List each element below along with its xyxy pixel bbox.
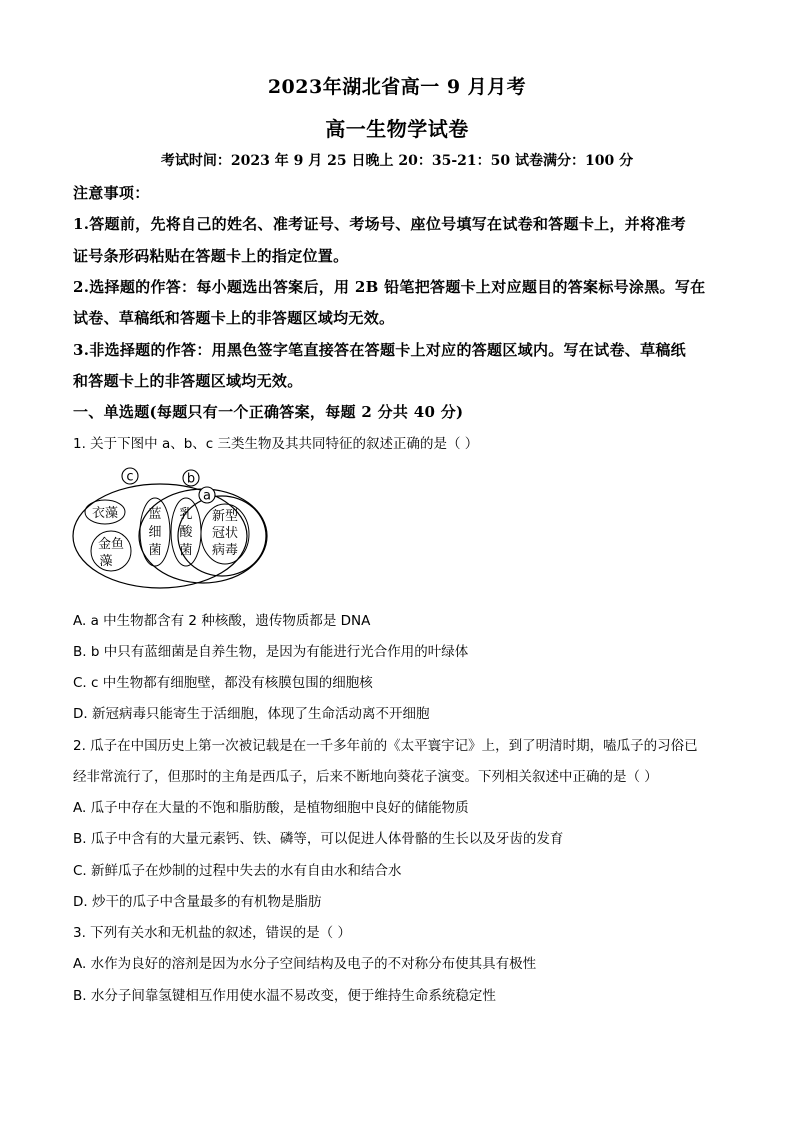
lanxi-label: 细 <box>148 525 162 540</box>
label-b: b <box>186 471 196 487</box>
notice-line: 和答题卡上的非答题区域均无效。 <box>73 372 303 390</box>
rusuan-label: 菌 <box>179 543 193 558</box>
question-2-stem: 2. 瓜子在中国历史上第一次被记载是在一千多年前的《太平寰宇记》上，到了明清时期，嗑瓜子的习俗已 <box>73 738 698 754</box>
question-1-option: D. 新冠病毒只能寄生于活细胞，体现了生命活动离不开细胞 <box>73 706 430 722</box>
notice-heading: 注意事项： <box>73 184 150 202</box>
guanzhuang-label: 冠状 <box>211 526 239 541</box>
label-a: a <box>203 488 211 504</box>
question-3-stem: 3. 下列有关水和无机盐的叙述，错误的是（ ） <box>73 925 351 941</box>
jinyu-label: 金鱼 <box>97 537 125 552</box>
notice-line: 3.非选择题的作答：用黑色签字笔直接答在答题卡上对应的答题区域内。写在试卷、草稿纸 <box>73 341 686 359</box>
question-2-stem: 经非常流行了，但那时的主角是西瓜子，后来不断地向葵花子演变。下列相关叙述中正确的是（ ） <box>73 769 658 785</box>
exam-info: 考试时间：2023 年 9 月 25 日晚上 20：35-21：50 试卷满分：100 分 <box>160 153 634 169</box>
rusuan-label: 酸 <box>179 525 193 540</box>
guanzhuang-label: 新型 <box>211 509 239 524</box>
notice-line: 试卷、草稿纸和答题卡上的非答题区域均无效。 <box>73 309 395 327</box>
exam-subtitle: 高一生物学试卷 <box>325 117 469 141</box>
question-2-option: D. 炒干的瓜子中含量最多的有机物是脂肪 <box>73 894 322 910</box>
exam-title: 2023年湖北省高一 9 月月考 <box>267 76 527 98</box>
lanxi-label: 蓝 <box>148 507 162 522</box>
question-2-option: C. 新鲜瓜子在炒制的过程中失去的水有自由水和结合水 <box>73 863 402 879</box>
jinyu-label: 藻 <box>99 554 113 569</box>
question-1-stem: 1. 关于下图中 a、b、c 三类生物及其共同特征的叙述正确的是（ ） <box>73 436 479 452</box>
question-2-option: B. 瓜子中含有的大量元素钙、铁、磷等，可以促进人体骨骼的生长以及牙齿的发育 <box>73 831 564 847</box>
yizao-label: 衣藻 <box>91 506 119 521</box>
question-3-option: A. 水作为良好的溶剂是因为水分子空间结构及电子的不对称分布使其具有极性 <box>73 956 537 972</box>
question-1-option: C. c 中生物都有细胞壁，都没有核膜包围的细胞核 <box>73 675 373 691</box>
rusuan-label: 乳 <box>179 507 193 522</box>
lanxi-label: 菌 <box>148 543 162 558</box>
question-1-option: A. a 中生物都含有 2 种核酸，遗传物质都是 DNA <box>73 613 371 629</box>
question-1-option: B. b 中只有蓝细菌是自养生物，是因为有能进行光合作用的叶绿体 <box>73 644 469 660</box>
guanzhuang-label: 病毒 <box>211 543 239 558</box>
venn-diagram <box>68 464 268 594</box>
section-heading: 一、单选题(每题只有一个正确答案，每题 2 分共 40 分) <box>73 403 464 421</box>
notice-line: 2.选择题的作答：每小题选出答案后，用 2B 铅笔把答题卡上对应题目的答案标号涂黑。写在 <box>73 278 706 296</box>
question-3-option: B. 水分子间靠氢键相互作用使水温不易改变，便于维持生命系统稳定性 <box>73 988 496 1004</box>
notice-line: 1.答题前，先将自己的姓名、准考证号、考场号、座位号填写在试卷和答题卡上，并将准考 <box>73 215 686 233</box>
question-2-option: A. 瓜子中存在大量的不饱和脂肪酸，是植物细胞中良好的储能物质 <box>73 800 469 816</box>
notice-line: 证号条形码粘贴在答题卡上的指定位置。 <box>73 247 349 265</box>
label-c: c <box>126 469 134 485</box>
